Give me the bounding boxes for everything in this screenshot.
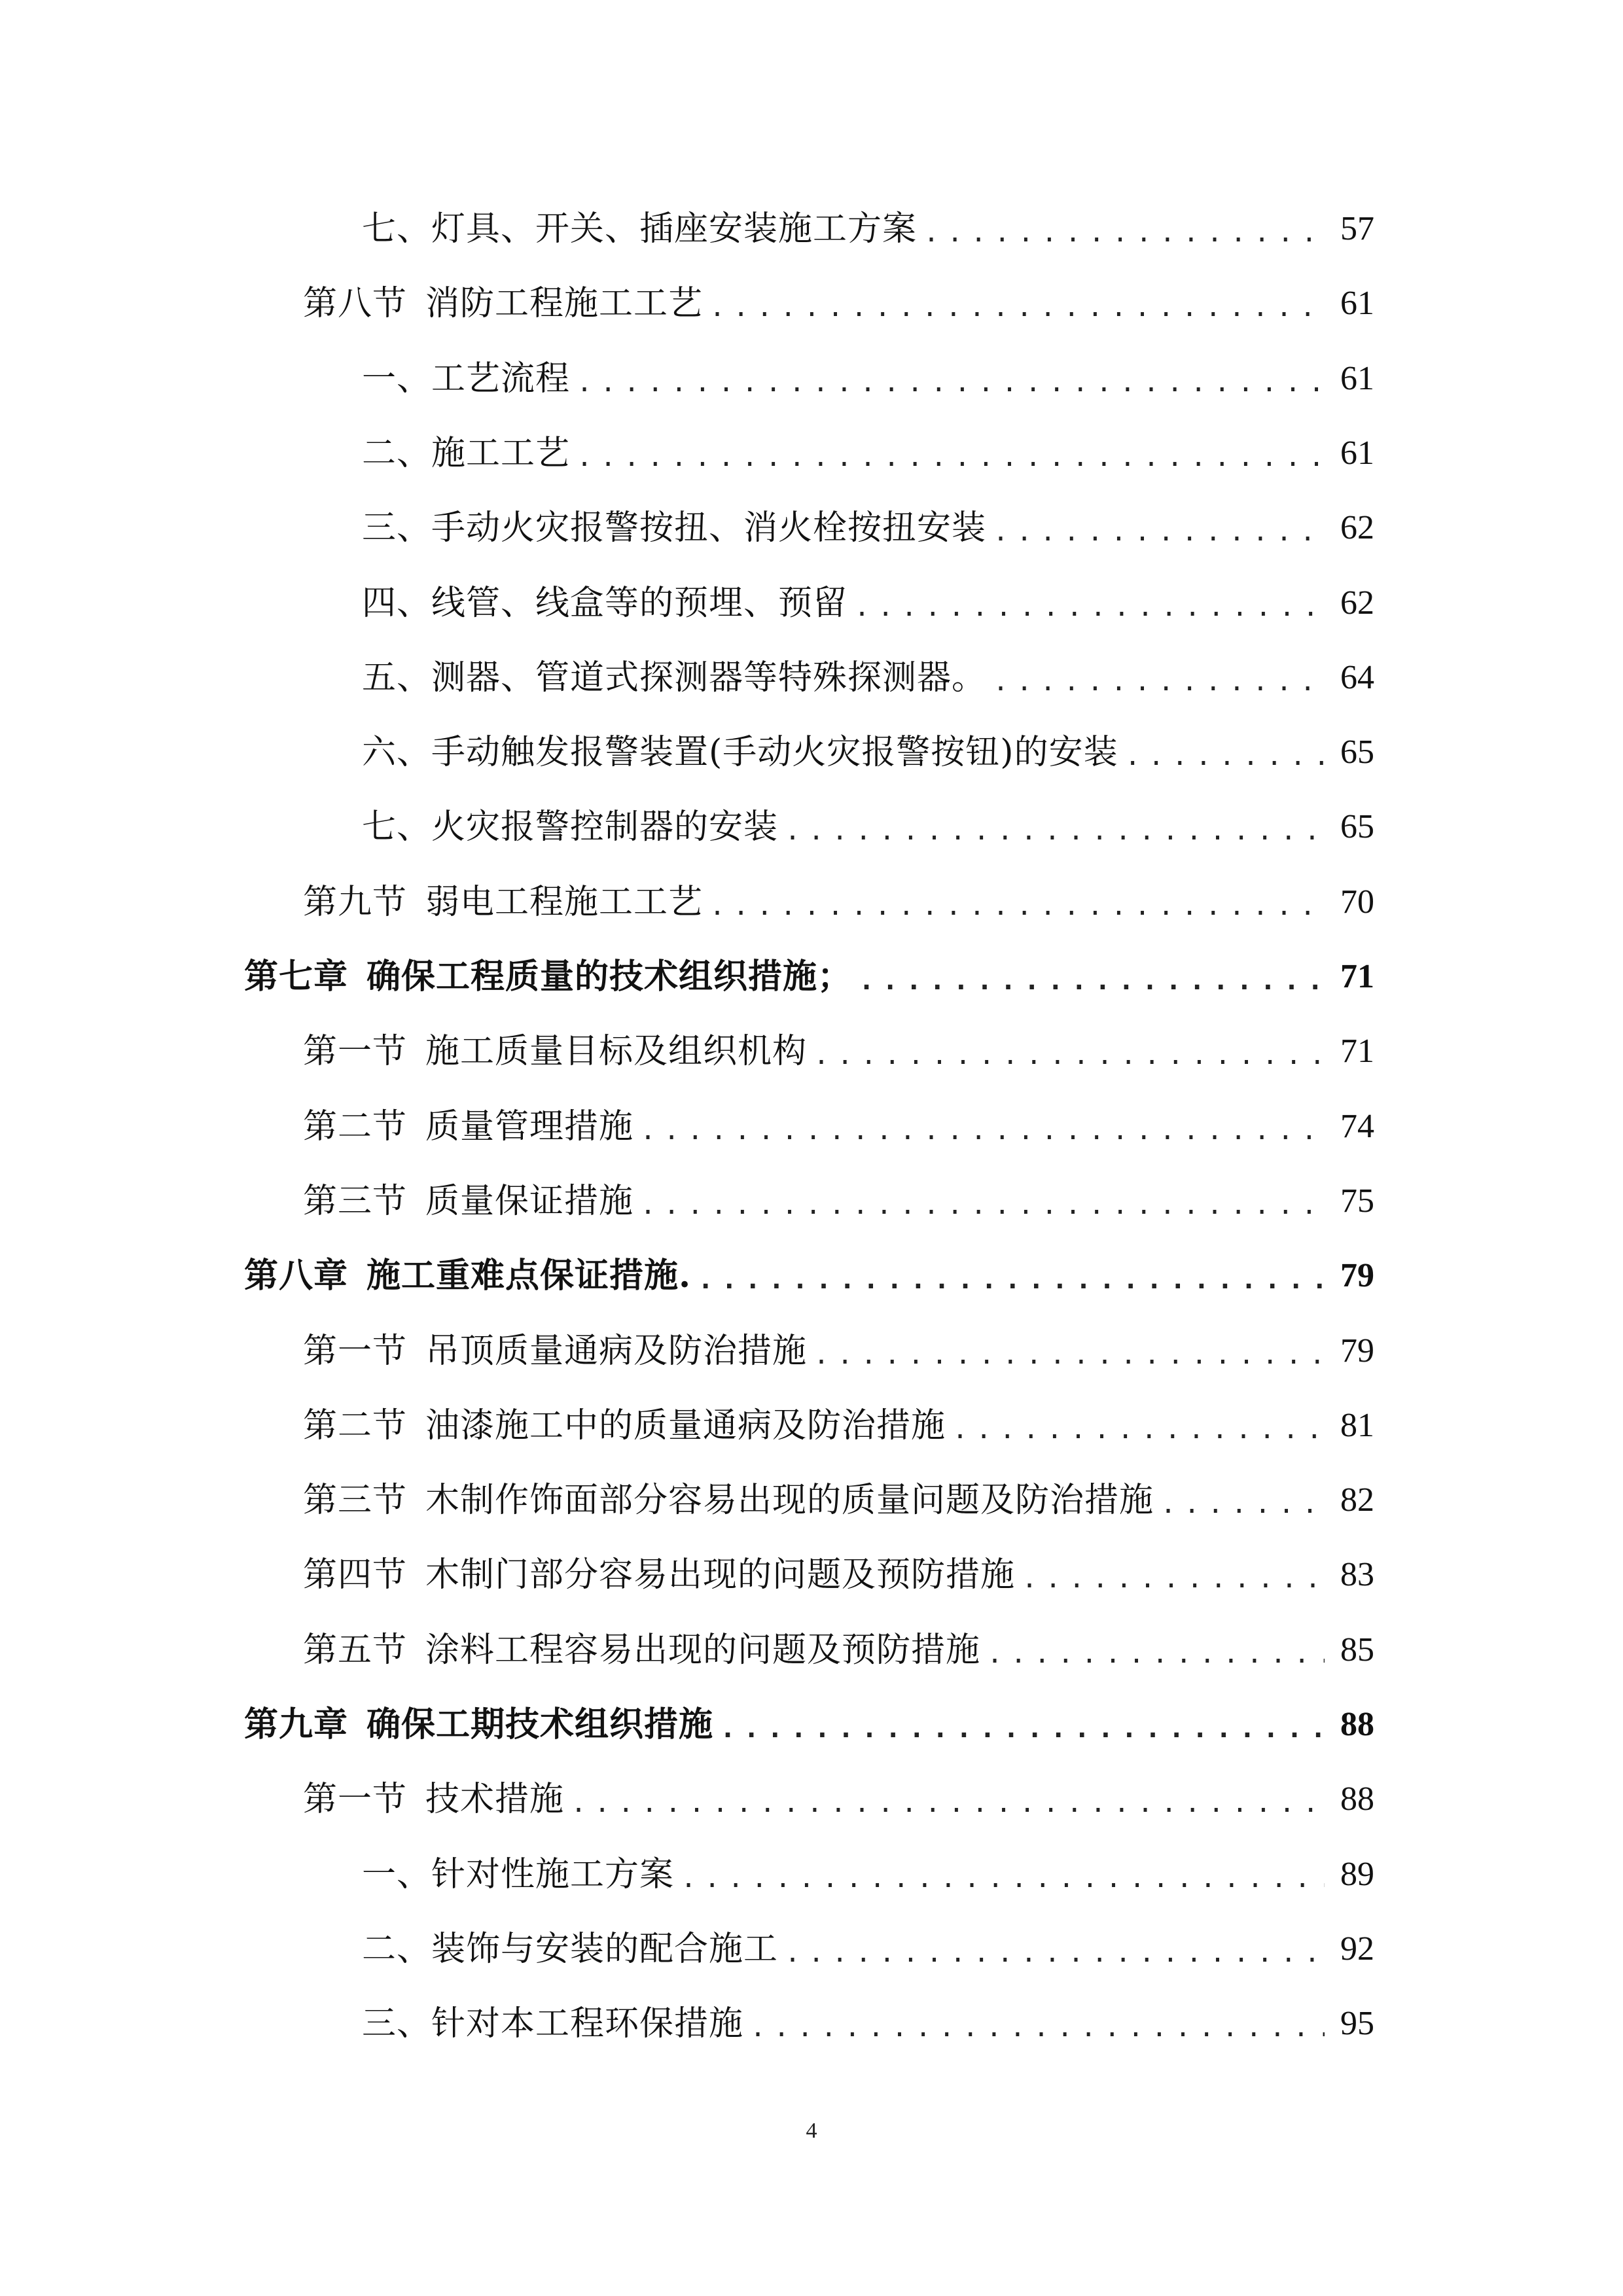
toc-entry-prefix: 第二节 <box>303 1406 408 1445</box>
toc-page-number: 79 <box>1340 1257 1374 1294</box>
toc-entry-label <box>362 434 571 473</box>
toc-page-number: 61 <box>1340 285 1374 322</box>
toc-dot-leader <box>571 1790 1325 1816</box>
toc-page-number: 92 <box>1340 1930 1374 1968</box>
toc-entry-prefix: 第一节 <box>303 1780 408 1819</box>
toc-entry-prefix: 第二节 <box>303 1107 408 1146</box>
toc-dot-leader <box>785 818 1325 844</box>
toc-entry-title: 二、施工工艺 <box>362 434 571 473</box>
toc-entry-label <box>362 584 848 623</box>
toc-section-entry[interactable] <box>303 1091 1374 1144</box>
toc-page-number: 61 <box>1340 360 1374 397</box>
toc-subsection-entry[interactable] <box>362 194 1374 249</box>
toc-entry-label <box>244 1256 692 1296</box>
toc-dot-leader <box>987 1641 1325 1667</box>
toc-page-number: 62 <box>1340 509 1374 546</box>
toc-section-entry[interactable] <box>303 1615 1374 1670</box>
toc-subsection-entry[interactable] <box>362 643 1374 698</box>
toc-entry-title: 一、工艺流程 <box>362 359 571 398</box>
toc-dot-leader <box>1125 743 1325 769</box>
toc-dot-leader <box>709 893 1325 919</box>
toc-entry-title: 二、装饰与安装的配合施工 <box>362 1930 779 1969</box>
toc-page-number: 81 <box>1340 1407 1374 1444</box>
toc-page-number: 82 <box>1340 1481 1374 1519</box>
toc-entry-title: 弱电工程施工工艺 <box>425 883 704 922</box>
toc-entry-title: 确保工程质量的技术组织措施； <box>366 957 853 997</box>
toc-entry-prefix: 第一节 <box>303 1332 408 1371</box>
toc-entry-label <box>362 658 987 698</box>
toc-dot-leader <box>681 1865 1325 1892</box>
toc-entry-label <box>303 1780 565 1819</box>
toc-section-entry[interactable] <box>303 1390 1374 1443</box>
toc-section-entry[interactable] <box>303 1540 1374 1595</box>
toc-entry-prefix: 第一节 <box>303 1032 408 1071</box>
toc-dot-leader <box>1160 1491 1325 1517</box>
toc-entry-prefix: 第三节 <box>303 1481 408 1520</box>
toc-entry-title: 七、灯具、开关、插座安装施工方案 <box>362 209 918 249</box>
toc-dot-leader <box>698 1267 1325 1293</box>
toc-dot-leader <box>1022 1566 1325 1592</box>
toc-entry-label <box>362 1855 675 1894</box>
toc-page-number: 65 <box>1340 808 1374 845</box>
toc-entry-label <box>362 807 779 847</box>
toc-subsection-entry[interactable] <box>362 792 1374 847</box>
toc-subsection-entry[interactable] <box>362 493 1374 548</box>
toc-entry-label <box>303 1481 1154 1520</box>
toc-dot-leader <box>785 1940 1325 1966</box>
toc-entry-label <box>244 957 853 997</box>
toc-entry-label <box>303 1555 1016 1595</box>
toc-dot-leader <box>577 444 1325 470</box>
toc-entry-title: 施工重难点保证措施. <box>366 1256 692 1296</box>
toc-page-number: 65 <box>1340 733 1374 771</box>
toc-page-number: 89 <box>1340 1856 1374 1893</box>
toc-page-number: 61 <box>1340 434 1374 472</box>
toc-section-entry[interactable] <box>303 867 1374 922</box>
toc-section-entry[interactable] <box>303 1016 1374 1069</box>
toc-entry-title: 六、手动触发报警装置(手动火灾报警按钮)的安装 <box>362 733 1118 772</box>
toc-page-number: 75 <box>1340 1182 1374 1220</box>
toc-entry-prefix: 第九节 <box>303 883 408 922</box>
toc-page-number: 88 <box>1340 1780 1374 1818</box>
toc-page-number: 71 <box>1340 958 1374 995</box>
toc-dot-leader <box>854 594 1325 620</box>
toc-entry-label <box>244 1704 714 1744</box>
toc-entry-prefix: 第七章 <box>244 957 349 997</box>
toc-entry-prefix: 第三节 <box>303 1182 408 1221</box>
toc-entry-title: 吊顶质量通病及防治措施 <box>425 1332 808 1371</box>
toc-entry-label <box>303 1107 634 1146</box>
toc-subsection-entry[interactable] <box>362 568 1374 623</box>
toc-page-number: 70 <box>1340 883 1374 921</box>
toc-entry-label <box>303 1034 807 1069</box>
toc-subsection-entry[interactable] <box>362 1988 1374 2041</box>
toc-entry-label <box>303 1332 808 1371</box>
toc-entry-title: 五、测器、管道式探测器等特殊探测器。 <box>362 658 987 698</box>
toc-section-entry[interactable] <box>303 1166 1374 1221</box>
toc-subsection-entry[interactable] <box>362 717 1374 772</box>
toc-entry-title: 油漆施工中的质量通病及防治措施 <box>425 1406 946 1445</box>
toc-section-entry[interactable] <box>303 268 1374 321</box>
toc-entry-title: 七、火灾报警控制器的安装 <box>362 807 779 847</box>
toc-entry-title: 木制门部分容易出现的问题及预防措施 <box>425 1555 1016 1595</box>
toc-page-number: 95 <box>1340 2005 1374 2042</box>
toc-entry-label <box>362 359 571 398</box>
toc-page-number: 71 <box>1340 1033 1374 1070</box>
toc-entry-title: 消防工程施工工艺 <box>425 284 704 323</box>
toc-dot-leader <box>813 1342 1325 1368</box>
toc-dot-leader <box>993 669 1325 695</box>
toc-page-number: 64 <box>1340 659 1374 696</box>
toc-entry-prefix: 第四节 <box>303 1555 408 1595</box>
toc-subsection-entry[interactable] <box>362 344 1374 396</box>
toc-entry-prefix: 第八章 <box>244 1256 349 1296</box>
toc-page-number: 74 <box>1340 1108 1374 1145</box>
toc-entry-title: 三、针对本工程环保措施 <box>362 2004 744 2043</box>
toc-entry-title: 一、针对性施工方案 <box>362 1855 675 1894</box>
toc-page-number: 83 <box>1340 1556 1374 1593</box>
toc-section-entry[interactable] <box>303 1764 1374 1819</box>
toc-entry-title: 木制作饰面部分容易出现的质量问题及防治措施 <box>425 1481 1154 1520</box>
toc-entry-label <box>303 1406 946 1445</box>
toc-dot-leader <box>993 519 1325 545</box>
toc-entry-title: 质量保证措施 <box>425 1182 634 1221</box>
toc-dot-leader <box>813 1042 1325 1069</box>
toc-entry-title: 涂料工程容易出现的问题及预防措施 <box>425 1631 981 1670</box>
toc-dot-leader <box>923 220 1325 246</box>
page-number: 4 <box>806 2119 817 2143</box>
toc-entry-label <box>362 1930 779 1969</box>
toc-page-number: 62 <box>1340 584 1374 622</box>
toc-dot-leader <box>952 1417 1325 1443</box>
toc-dot-leader <box>750 2015 1325 2041</box>
toc-dot-leader <box>577 370 1325 396</box>
toc-entry-label <box>303 883 704 922</box>
toc-entry-title: 施工质量目标及组织机构 <box>425 1032 808 1071</box>
toc-entry-label <box>303 1182 634 1221</box>
toc-entry-label <box>362 209 918 249</box>
toc-dot-leader <box>859 968 1325 994</box>
toc-entry-title: 三、手动火灾报警按扭、消火栓按扭安装 <box>362 508 987 548</box>
toc-entry-prefix: 第八节 <box>303 284 408 323</box>
toc-entry-label <box>303 1631 981 1670</box>
toc-chapter-entry[interactable] <box>244 1241 1374 1296</box>
toc-entry-title: 确保工期技术组织措施 <box>366 1704 714 1744</box>
toc-dot-leader <box>709 294 1325 321</box>
toc-subsection-entry[interactable] <box>362 1839 1374 1892</box>
toc-entry-title: 四、线管、线盒等的预埋、预留 <box>362 584 848 623</box>
toc-entry-title: 技术措施 <box>425 1780 565 1819</box>
toc-entry-title: 质量管理措施 <box>425 1107 634 1146</box>
toc-entry-label <box>362 2004 744 2043</box>
toc-subsection-entry[interactable] <box>362 418 1374 473</box>
toc-page-number: 79 <box>1340 1332 1374 1369</box>
toc-dot-leader <box>720 1716 1325 1742</box>
toc-page-number: 57 <box>1340 210 1374 247</box>
toc-subsection-entry[interactable] <box>362 1914 1374 1969</box>
toc-dot-leader <box>640 1192 1325 1218</box>
toc-dot-leader <box>640 1118 1325 1144</box>
toc-page-number: 85 <box>1340 1631 1374 1669</box>
toc-page-number: 88 <box>1340 1706 1374 1743</box>
toc-entry-prefix: 第九章 <box>244 1704 349 1744</box>
toc-entry-label <box>362 733 1118 772</box>
toc-chapter-entry[interactable] <box>244 942 1374 997</box>
toc-entry-label <box>303 284 704 323</box>
toc-section-entry[interactable] <box>303 1316 1374 1371</box>
toc-section-entry[interactable] <box>303 1465 1374 1520</box>
toc-chapter-entry[interactable] <box>244 1689 1374 1742</box>
toc-entry-prefix: 第五节 <box>303 1631 408 1670</box>
toc-entry-label <box>362 508 987 548</box>
